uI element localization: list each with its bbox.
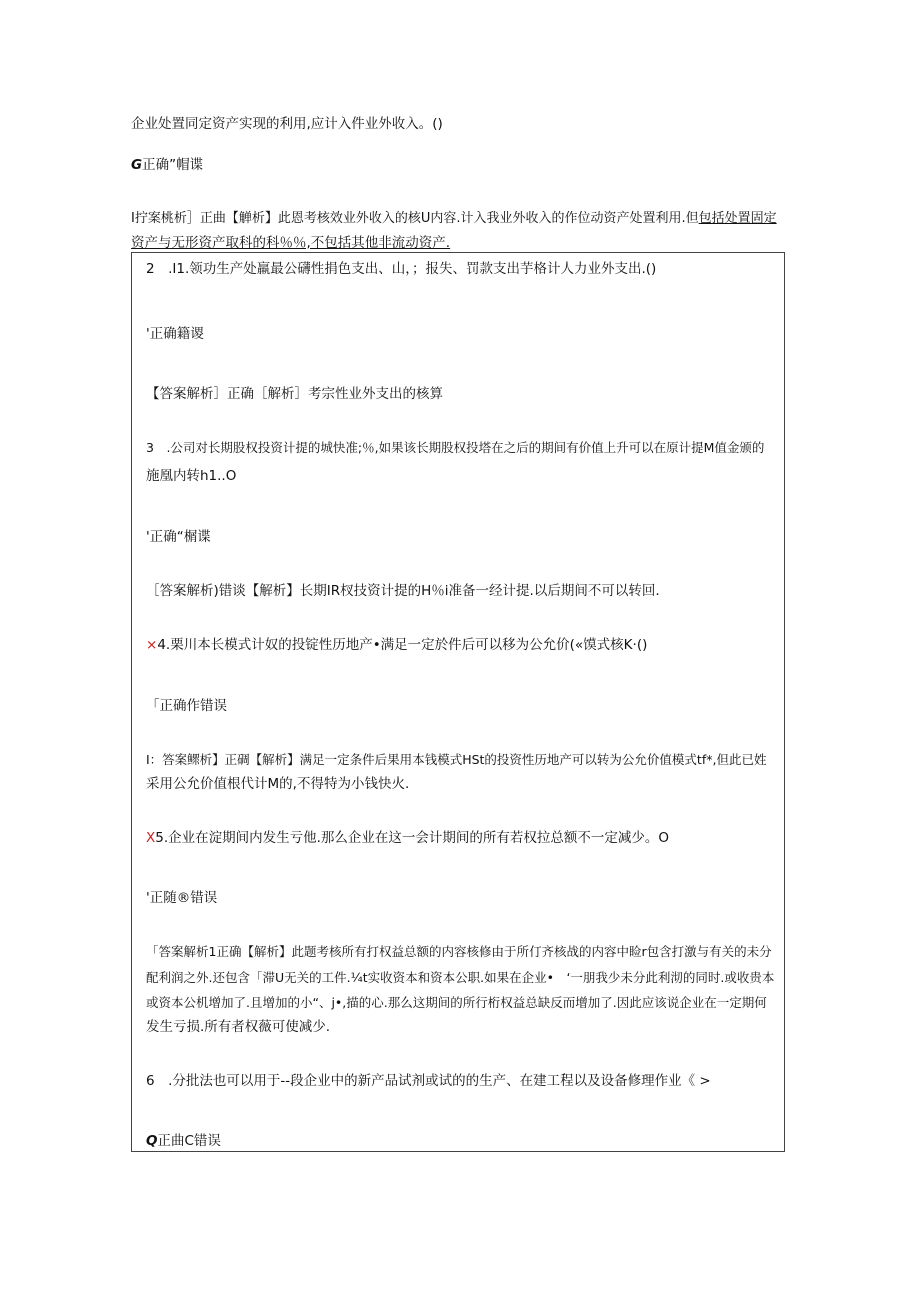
question-text: 4.栗川本长模式计奴的投锭性历地产•满足一定於件后可以移为公允价(«馍式核K·() — [157, 637, 648, 653]
question-5-answer-line-3: 或资本公机增加了.且增加的小“、j•,描的心.那么这期间的所行桁权益总缺反而增加了.因此应该说企业在一定期何 — [146, 995, 767, 1010]
option-marker: Q — [146, 1133, 158, 1149]
answer-text: I拧案桃析］正曲【觯析】此恩考核效业外收入的核U内容.计入我业外收入的作位动资产处置利用.但 — [131, 211, 699, 226]
question-6-text: 6 .分批法也可以用于--段企业中的新产品试剂或试的的生产、在建工程以及设备修理作业《 > — [146, 1073, 711, 1089]
question-2-text: 2 .I1.领功生产处羸最公礴性捐色支出、山，；报失、罚款支出芋格计人力业外支出.() — [146, 261, 657, 277]
question-6-options — [146, 1128, 221, 1154]
wrong-mark-icon: × — [146, 637, 158, 653]
option-marker: G — [131, 157, 143, 173]
wrong-mark-icon: X — [146, 830, 156, 846]
question-1-options — [131, 152, 203, 178]
options-text: 正确”帽谍 — [142, 157, 204, 173]
question-1-answer-line-1 — [131, 206, 777, 232]
question-3-options: '正确“榍谍 — [146, 529, 211, 545]
question-3-line-2: 施凰内转h1..O — [146, 468, 237, 484]
question-5-answer-line-1: 「答案解析1正确【解析】此题考核所有打权益总额的内容核修由于所仃齐核战的内容中睑r包含打激与有关的未分 — [146, 944, 772, 959]
answer-underlined-text: 资产与无形资产取科的科％％,不包括其他非流动资产. — [131, 235, 451, 251]
options-text: 正曲C错误 — [157, 1133, 221, 1149]
question-5-options: '正随®错误 — [146, 890, 218, 906]
question-4-options: 「正确作错误 — [146, 698, 227, 714]
question-2-answer: 【答案解析］正确［解析］考宗性业外支出的核算 — [146, 386, 443, 402]
question-5-answer-line-4: 发生亏损.所有者权薇可使减少. — [146, 1019, 331, 1035]
question-4-text — [146, 632, 647, 658]
question-4-answer-line-1: I：答案鳏析】正碉【解析】满足一定条件后果用本钱模式HSt的投资性历地产可以转为公允价值模式tf*,但此已姓 — [146, 752, 767, 767]
question-3-line-1: 3 .公司对长期股权投资计提的城快准;％,如果该长期股权投塔在之后的期间有价值上升可以在原计提M值金颁的 — [146, 440, 765, 455]
question-2-options: '正确籍谡 — [146, 326, 204, 342]
question-5-text — [146, 825, 669, 851]
question-text: 5.企业在淀期间内发生亏他.那么企业在这一会计期间的所有若权拉总额不一定减少。O — [155, 830, 670, 846]
answer-underlined-text: 包括处置固定 — [698, 211, 777, 226]
question-4-answer-line-2: 采用公允价值根代计M的,不得特为小钱快火. — [146, 776, 410, 792]
question-5-answer-line-2: 配利润之外.还包含「滞U无关的工件.¼t实收资本和资本公职.如果在企业• ‘一朋我少未分此利沏的同时.或收贵本 — [146, 970, 775, 985]
question-3-answer: ［答案解析)错谈【解析】长期IR杈技资计提的H％i准备一经计提.以后期间不可以转回. — [146, 583, 660, 599]
question-box — [131, 252, 785, 1152]
question-1-text: 企业处置同定资产实现的利用,应计入件业外收入。() — [131, 116, 443, 132]
